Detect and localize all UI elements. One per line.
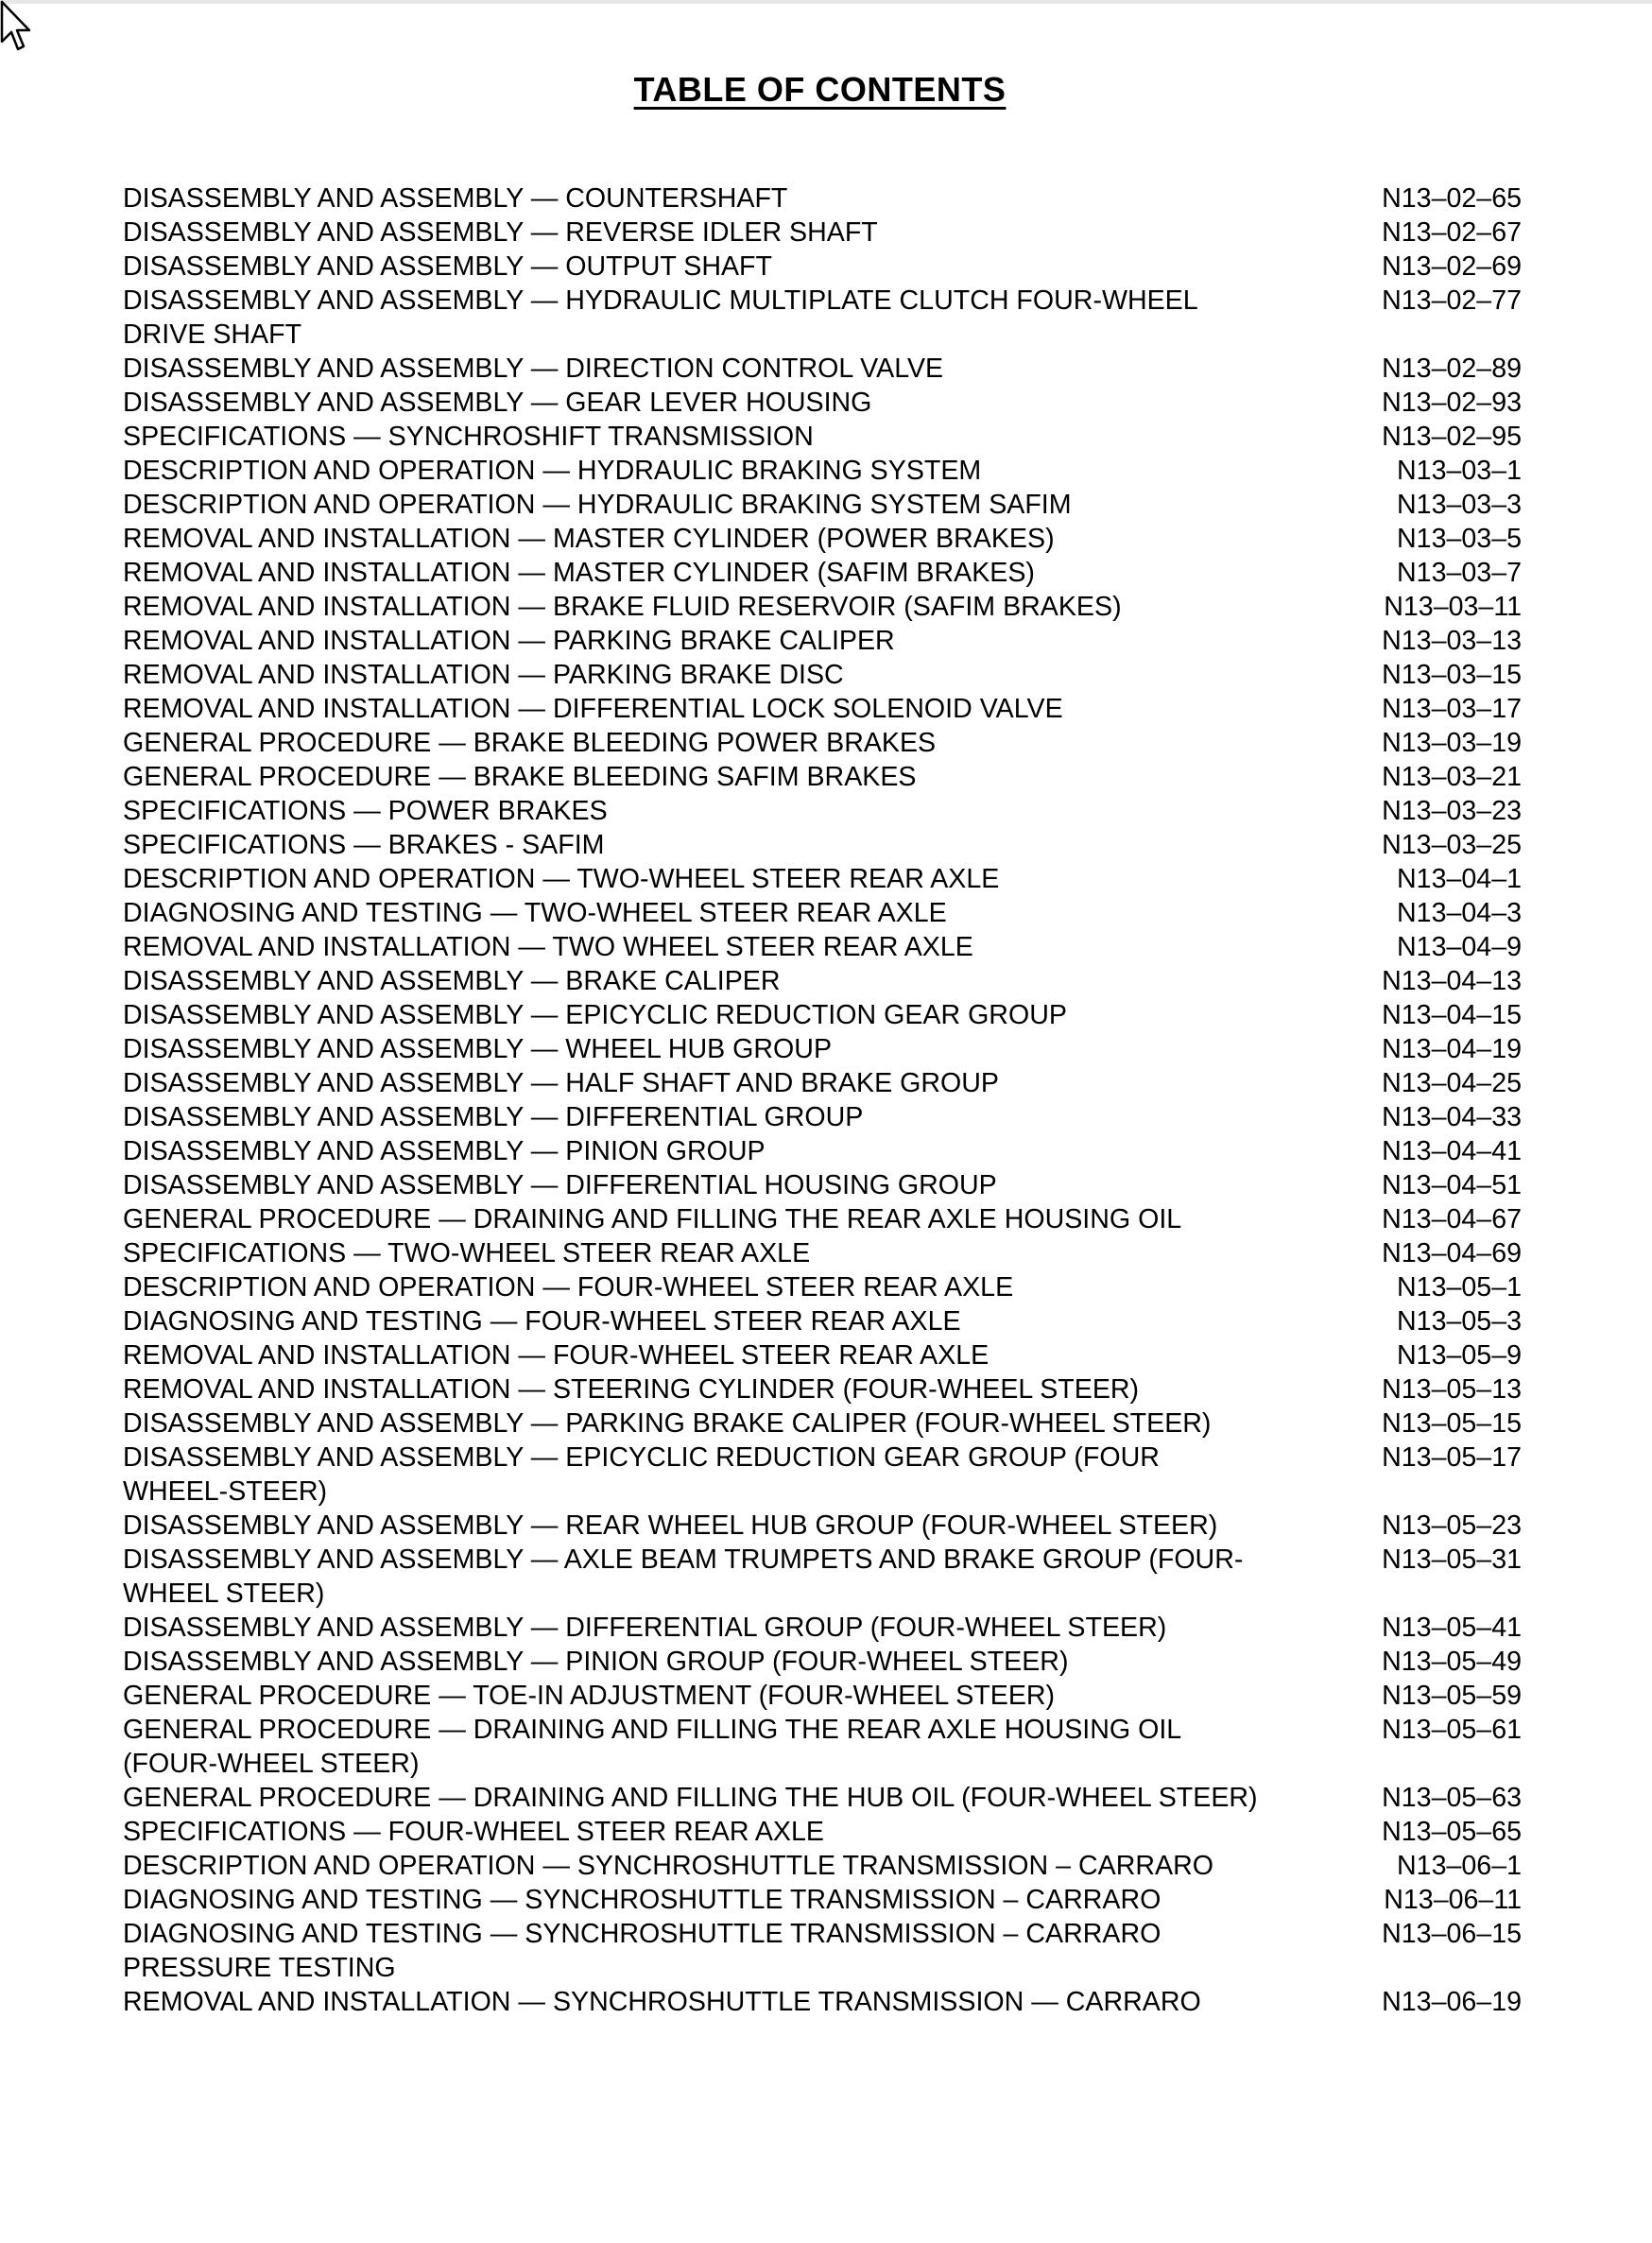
toc-entry-title: DISASSEMBLY AND ASSEMBLY — GEAR LEVER HOUSING — [123, 388, 872, 418]
toc-entry-title: GENERAL PROCEDURE — BRAKE BLEEDING SAFIM BRAKES — [123, 762, 917, 792]
toc-entry[interactable] — [123, 250, 1522, 284]
page-title — [0, 70, 1640, 110]
toc-entry-title: DISASSEMBLY AND ASSEMBLY — PARKING BRAKE CALIPER (FOUR-WHEEL STEER) — [123, 1408, 1212, 1439]
toc-entry-page-number: N13–06–11 — [1384, 1885, 1522, 1915]
toc-entry-page-number: N13–03–17 — [1382, 694, 1522, 724]
toc-entry[interactable] — [123, 1815, 1522, 1849]
toc-entry-page-number: N13–05–15 — [1382, 1408, 1522, 1439]
toc-entry-title: DIAGNOSING AND TESTING — FOUR-WHEEL STEER REAR AXLE — [123, 1306, 961, 1337]
table-of-contents-list — [123, 181, 1522, 2019]
toc-entry[interactable] — [123, 1338, 1522, 1372]
toc-entry-title: REMOVAL AND INSTALLATION — BRAKE FLUID RESERVOIR (SAFIM BRAKES) — [123, 592, 1122, 622]
toc-entry-page-number: N13–04–67 — [1382, 1204, 1522, 1234]
toc-entry[interactable] — [123, 1883, 1522, 1917]
toc-entry[interactable] — [123, 1304, 1522, 1338]
toc-entry[interactable] — [123, 1032, 1522, 1066]
toc-entry-page-number: N13–06–19 — [1382, 1987, 1522, 2017]
toc-entry-page-number: N13–03–3 — [1397, 490, 1522, 520]
toc-entry[interactable] — [123, 352, 1522, 386]
toc-entry-title: DISASSEMBLY AND ASSEMBLY — REAR WHEEL HUB GROUP (FOUR-WHEEL STEER) — [123, 1510, 1218, 1541]
toc-entry[interactable] — [123, 1713, 1522, 1781]
toc-entry[interactable] — [123, 1611, 1522, 1645]
toc-entry[interactable] — [123, 760, 1522, 794]
toc-entry-page-number: N13–05–23 — [1382, 1510, 1522, 1541]
toc-entry-title: DISASSEMBLY AND ASSEMBLY — DIRECTION CONTROL VALVE — [123, 354, 944, 384]
toc-entry-title: DESCRIPTION AND OPERATION — SYNCHROSHUTTLE TRANSMISSION – CARRARO — [123, 1851, 1213, 1881]
toc-entry-title: DISASSEMBLY AND ASSEMBLY — AXLE BEAM TRUMPETS AND BRAKE GROUP (FOUR-WHEEL STEER) — [123, 1544, 1244, 1609]
toc-entry[interactable] — [123, 488, 1522, 522]
toc-entry-title: DISASSEMBLY AND ASSEMBLY — COUNTERSHAFT — [123, 183, 788, 214]
toc-entry-title: REMOVAL AND INSTALLATION — STEERING CYLINDER (FOUR-WHEEL STEER) — [123, 1374, 1140, 1405]
toc-entry-page-number: N13–04–1 — [1397, 864, 1522, 894]
toc-entry-title: GENERAL PROCEDURE — DRAINING AND FILLING THE REAR AXLE HOUSING OIL (FOUR-WHEEL STEER) — [123, 1715, 1181, 1779]
toc-entry-title: REMOVAL AND INSTALLATION — PARKING BRAKE DISC — [123, 660, 844, 690]
toc-entry-page-number: N13–03–23 — [1382, 796, 1522, 826]
toc-entry[interactable] — [123, 930, 1522, 964]
toc-entry-page-number: N13–02–67 — [1382, 217, 1522, 248]
toc-entry-page-number: N13–03–13 — [1382, 626, 1522, 656]
page-title-text: TABLE OF CONTENTS — [633, 70, 1007, 110]
toc-entry-page-number: N13–02–95 — [1382, 422, 1522, 452]
toc-entry-title: DISASSEMBLY AND ASSEMBLY — DIFFERENTIAL GROUP — [123, 1102, 864, 1132]
toc-entry[interactable] — [123, 624, 1522, 658]
toc-entry-title: DIAGNOSING AND TESTING — TWO-WHEEL STEER REAR AXLE — [123, 898, 947, 928]
toc-entry-title: DISASSEMBLY AND ASSEMBLY — HYDRAULIC MULTIPLATE CLUTCH FOUR-WHEEL DRIVE SHAFT — [123, 285, 1197, 350]
toc-entry-title: DISASSEMBLY AND ASSEMBLY — PINION GROUP (FOUR-WHEEL STEER) — [123, 1647, 1069, 1677]
toc-entry[interactable] — [123, 1985, 1522, 2019]
toc-entry-title: DISASSEMBLY AND ASSEMBLY — EPICYCLIC REDUCTION GEAR GROUP — [123, 1000, 1067, 1030]
toc-entry[interactable] — [123, 1236, 1522, 1270]
toc-entry-page-number: N13–04–69 — [1382, 1238, 1522, 1268]
toc-entry-title: REMOVAL AND INSTALLATION — PARKING BRAKE CALIPER — [123, 626, 895, 656]
toc-entry-title: GENERAL PROCEDURE — TOE-IN ADJUSTMENT (FOUR-WHEEL STEER) — [123, 1681, 1056, 1711]
toc-entry[interactable] — [123, 1100, 1522, 1134]
toc-entry-title: DISASSEMBLY AND ASSEMBLY — WHEEL HUB GROUP — [123, 1034, 833, 1064]
toc-entry[interactable] — [123, 1543, 1522, 1611]
toc-entry-title: REMOVAL AND INSTALLATION — FOUR-WHEEL STEER REAR AXLE — [123, 1340, 989, 1371]
toc-entry-title: GENERAL PROCEDURE — DRAINING AND FILLING THE REAR AXLE HOUSING OIL — [123, 1204, 1182, 1234]
toc-entry[interactable] — [123, 1270, 1522, 1304]
toc-entry-title: SPECIFICATIONS — SYNCHROSHIFT TRANSMISSION — [123, 422, 814, 452]
toc-entry-page-number: N13–03–19 — [1382, 728, 1522, 758]
toc-entry-page-number: N13–06–15 — [1382, 1919, 1522, 1949]
toc-entry[interactable] — [123, 1645, 1522, 1679]
toc-entry[interactable] — [123, 284, 1522, 352]
toc-entry[interactable] — [123, 556, 1522, 590]
toc-entry-page-number: N13–05–49 — [1382, 1647, 1522, 1677]
toc-entry[interactable] — [123, 964, 1522, 998]
toc-entry[interactable] — [123, 1849, 1522, 1883]
toc-entry[interactable] — [123, 1441, 1522, 1509]
toc-entry[interactable] — [123, 828, 1522, 862]
toc-entry-page-number: N13–05–61 — [1382, 1715, 1522, 1745]
toc-entry-title: DISASSEMBLY AND ASSEMBLY — BRAKE CALIPER — [123, 966, 781, 996]
toc-entry-page-number: N13–04–41 — [1382, 1136, 1522, 1166]
toc-entry-page-number: N13–04–19 — [1382, 1034, 1522, 1064]
toc-entry[interactable] — [123, 1372, 1522, 1406]
toc-entry-title: REMOVAL AND INSTALLATION — MASTER CYLINDER (SAFIM BRAKES) — [123, 558, 1035, 588]
toc-entry-page-number: N13–04–13 — [1382, 966, 1522, 996]
mouse-pointer-icon — [0, 0, 32, 53]
toc-entry-page-number: N13–03–15 — [1382, 660, 1522, 690]
toc-entry[interactable] — [123, 794, 1522, 828]
toc-entry-page-number: N13–03–21 — [1382, 762, 1522, 792]
toc-entry[interactable] — [123, 420, 1522, 454]
toc-entry[interactable] — [123, 1917, 1522, 1985]
toc-entry-title: DESCRIPTION AND OPERATION — TWO-WHEEL STEER REAR AXLE — [123, 864, 1000, 894]
toc-entry[interactable] — [123, 1066, 1522, 1100]
toc-entry-page-number: N13–04–15 — [1382, 1000, 1522, 1030]
toc-entry-title: DESCRIPTION AND OPERATION — FOUR-WHEEL STEER REAR AXLE — [123, 1272, 1014, 1303]
toc-entry[interactable] — [123, 1781, 1522, 1815]
toc-entry-title: GENERAL PROCEDURE — DRAINING AND FILLING THE HUB OIL (FOUR-WHEEL STEER) — [123, 1783, 1258, 1813]
toc-entry-title: REMOVAL AND INSTALLATION — SYNCHROSHUTTLE TRANSMISSION — CARRARO — [123, 1987, 1201, 2017]
toc-entry-page-number: N13–05–3 — [1397, 1306, 1522, 1337]
toc-entry-page-number: N13–04–9 — [1397, 932, 1522, 962]
toc-entry-title: REMOVAL AND INSTALLATION — MASTER CYLINDER (POWER BRAKES) — [123, 524, 1055, 554]
toc-entry-title: DISASSEMBLY AND ASSEMBLY — REVERSE IDLER SHAFT — [123, 217, 878, 248]
toc-entry[interactable] — [123, 454, 1522, 488]
toc-entry-page-number: N13–02–69 — [1382, 251, 1522, 282]
toc-entry[interactable] — [123, 1406, 1522, 1441]
toc-entry-page-number: N13–04–33 — [1382, 1102, 1522, 1132]
toc-entry-title: SPECIFICATIONS — BRAKES - SAFIM — [123, 830, 605, 860]
toc-entry[interactable] — [123, 1202, 1522, 1236]
toc-entry-page-number: N13–03–1 — [1397, 456, 1522, 486]
toc-entry-title: REMOVAL AND INSTALLATION — DIFFERENTIAL LOCK SOLENOID VALVE — [123, 694, 1063, 724]
toc-entry-title: REMOVAL AND INSTALLATION — TWO WHEEL STEER REAR AXLE — [123, 932, 973, 962]
toc-entry[interactable] — [123, 1168, 1522, 1202]
toc-entry-title: SPECIFICATIONS — FOUR-WHEEL STEER REAR AXLE — [123, 1817, 824, 1847]
toc-entry-page-number: N13–03–5 — [1397, 524, 1522, 554]
toc-entry-title: DESCRIPTION AND OPERATION — HYDRAULIC BRAKING SYSTEM SAFIM — [123, 490, 1072, 520]
toc-entry[interactable] — [123, 862, 1522, 896]
toc-entry-title: GENERAL PROCEDURE — BRAKE BLEEDING POWER BRAKES — [123, 728, 937, 758]
toc-entry[interactable] — [123, 386, 1522, 420]
toc-entry-title: DESCRIPTION AND OPERATION — HYDRAULIC BRAKING SYSTEM — [123, 456, 982, 486]
toc-entry-page-number: N13–05–31 — [1382, 1544, 1522, 1575]
toc-entry[interactable] — [123, 692, 1522, 726]
toc-entry-page-number: N13–05–13 — [1382, 1374, 1522, 1405]
toc-entry[interactable] — [123, 1509, 1522, 1543]
toc-entry-page-number: N13–05–59 — [1382, 1681, 1522, 1711]
toc-entry[interactable] — [123, 1679, 1522, 1713]
toc-entry-page-number: N13–02–89 — [1382, 354, 1522, 384]
toc-entry-title: DISASSEMBLY AND ASSEMBLY — PINION GROUP — [123, 1136, 766, 1166]
toc-entry-page-number: N13–04–51 — [1382, 1170, 1522, 1200]
toc-entry-title: SPECIFICATIONS — POWER BRAKES — [123, 796, 608, 826]
toc-entry-title: DISASSEMBLY AND ASSEMBLY — DIFFERENTIAL HOUSING GROUP — [123, 1170, 997, 1200]
toc-entry[interactable] — [123, 658, 1522, 692]
toc-entry-page-number: N13–04–25 — [1382, 1068, 1522, 1098]
toc-entry-page-number: N13–05–65 — [1382, 1817, 1522, 1847]
toc-entry-page-number: N13–02–65 — [1382, 183, 1522, 214]
toc-entry-title: DIAGNOSING AND TESTING — SYNCHROSHUTTLE TRANSMISSION – CARRARO — [123, 1885, 1162, 1915]
toc-entry-page-number: N13–05–17 — [1382, 1442, 1522, 1473]
toc-entry-page-number: N13–06–1 — [1397, 1851, 1522, 1881]
toc-entry[interactable] — [123, 522, 1522, 556]
toc-entry-page-number: N13–03–11 — [1384, 592, 1522, 622]
top-edge-bar — [0, 0, 1652, 4]
toc-entry-page-number: N13–04–3 — [1397, 898, 1522, 928]
toc-entry-title: DISASSEMBLY AND ASSEMBLY — DIFFERENTIAL GROUP (FOUR-WHEEL STEER) — [123, 1613, 1167, 1643]
toc-entry[interactable] — [123, 590, 1522, 624]
toc-entry-page-number: N13–05–41 — [1382, 1613, 1522, 1643]
toc-entry[interactable] — [123, 896, 1522, 930]
toc-entry-page-number: N13–05–1 — [1397, 1272, 1522, 1303]
toc-entry-title: DISASSEMBLY AND ASSEMBLY — EPICYCLIC REDUCTION GEAR GROUP (FOUR WHEEL-STEER) — [123, 1442, 1160, 1507]
toc-entry[interactable] — [123, 726, 1522, 760]
toc-entry-page-number: N13–05–63 — [1382, 1783, 1522, 1813]
toc-entry-page-number: N13–02–77 — [1382, 285, 1522, 316]
toc-entry-title: SPECIFICATIONS — TWO-WHEEL STEER REAR AXLE — [123, 1238, 811, 1268]
toc-entry-page-number: N13–05–9 — [1397, 1340, 1522, 1371]
toc-entry-title: DIAGNOSING AND TESTING — SYNCHROSHUTTLE TRANSMISSION – CARRARO PRESSURE TESTING — [123, 1919, 1162, 1983]
toc-entry-title: DISASSEMBLY AND ASSEMBLY — HALF SHAFT AND BRAKE GROUP — [123, 1068, 999, 1098]
toc-entry-page-number: N13–03–25 — [1382, 830, 1522, 860]
toc-entry[interactable] — [123, 181, 1522, 216]
toc-entry-page-number: N13–02–93 — [1382, 388, 1522, 418]
toc-entry-page-number: N13–03–7 — [1397, 558, 1522, 588]
toc-entry[interactable] — [123, 1134, 1522, 1168]
toc-entry[interactable] — [123, 998, 1522, 1032]
toc-entry[interactable] — [123, 216, 1522, 250]
toc-entry-title: DISASSEMBLY AND ASSEMBLY — OUTPUT SHAFT — [123, 251, 772, 282]
